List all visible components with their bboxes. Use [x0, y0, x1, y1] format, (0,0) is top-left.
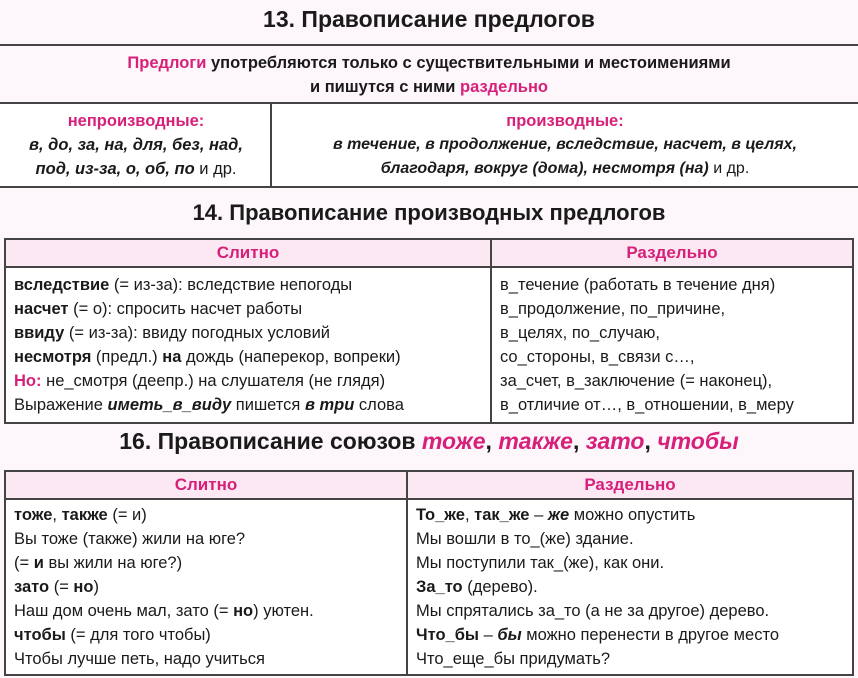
s16-title-text: 16. Правописание союзов: [119, 428, 422, 454]
non-derived-heading: непроизводные:: [67, 112, 205, 130]
s14-left-row-3: ввиду (= из-за): ввиду погодных условий: [14, 324, 331, 342]
s16-right-row-5: Мы спрятались за_то (а не за другое) дерево.: [416, 602, 770, 620]
s16-header-separate: Раздельно: [408, 472, 852, 500]
s16-left-row-6: чтобы (= для того чтобы): [14, 626, 211, 644]
derived-list: благодаря, вокруг (дома), несмотря (на): [380, 160, 709, 177]
non-derived-column: [0, 104, 272, 186]
intro-text: употребляются только с существительными и местоимениями: [206, 54, 731, 72]
s14-right-row-1: в_течение (работать в течение дня): [500, 276, 776, 294]
sep-1: ,: [485, 428, 499, 454]
intro-line-1: [0, 54, 858, 73]
derived-line-2: [272, 160, 858, 178]
s14-right-row-3: в_целях, по_случаю,: [500, 324, 660, 342]
s16-right-row-3: Мы поступили так_(же), как они.: [416, 554, 665, 572]
s16-left-row-4: зато (= но): [14, 578, 99, 596]
s14-right-row-6: в_отличие от…, в_отношении, в_меру: [500, 396, 794, 414]
derived-column: [272, 104, 858, 186]
s16-right-row-4: За_то (дерево).: [416, 578, 538, 596]
sep-3: ,: [644, 428, 658, 454]
s16-right-row-1: То_же, так_же – же можно опустить: [416, 506, 696, 524]
intro-term: Предлоги: [127, 54, 207, 72]
s14-right-row-4: со_стороны, в_связи с…,: [500, 348, 695, 366]
section-16-title: [0, 428, 858, 455]
s16-right-row-6: Что_бы – бы можно перенести в другое место: [416, 626, 779, 644]
s16-left-row-3: (= и вы жили на юге?): [14, 554, 183, 572]
s14-right-column: [492, 240, 852, 422]
section-14-table: [4, 238, 854, 424]
s16-word-2: также: [498, 428, 573, 454]
non-derived-line-2: [0, 160, 272, 179]
non-derived-list: под, из-за, о, об, по: [35, 160, 195, 178]
s14-left-row-4: несмотря (предл.) на дождь (наперекор, вопреки): [14, 348, 401, 366]
etc-label-2: и др.: [708, 160, 750, 177]
derived-heading: производные:: [506, 112, 624, 130]
s14-left-column: [6, 240, 492, 422]
s16-word-3: зато: [585, 428, 645, 454]
s16-left-row-5: Наш дом очень мал, зато (= но) уютен.: [14, 602, 314, 620]
section-16-table: [4, 470, 854, 676]
intro-text-2: и пишутся с ними: [309, 78, 461, 96]
s14-right-row-5: за_счет, в_заключение (= наконец),: [500, 372, 773, 390]
s16-left-row-7: Чтобы лучше петь, надо учиться: [14, 650, 265, 668]
derived-line-1: в течение, в продолжение, вследствие, насчет, в целях,: [333, 136, 797, 153]
s14-header-separate: Раздельно: [492, 240, 852, 268]
s16-right-row-7: Что_еще_бы придумать?: [416, 650, 611, 668]
s14-left-row-1: вследствие (= из-за): вследствие непогоды: [14, 276, 353, 294]
s16-header-together: Слитно: [6, 472, 406, 500]
s14-right-row-2: в_продолжение, по_причине,: [500, 300, 726, 318]
s14-left-row-2: насчет (= о): спросить насчет работы: [14, 300, 303, 318]
intro-highlight: раздельно: [460, 78, 548, 96]
sep-2: ,: [572, 428, 586, 454]
s16-right-row-2: Мы вошли в то_(же) здание.: [416, 530, 634, 548]
s16-left-row-1: тоже, также (= и): [14, 506, 147, 524]
s16-right-column: [408, 472, 852, 674]
section-13-title: 13. Правописание предлогов: [263, 6, 595, 32]
section-13-types: [0, 102, 858, 188]
s14-left-row-6: Выражение иметь_в_виду пишется в три слова: [14, 396, 404, 414]
s16-left-row-2: Вы тоже (также) жили на юге?: [14, 530, 246, 548]
non-derived-line-1: в, до, за, на, для, без, над,: [29, 136, 243, 154]
s14-header-together: Слитно: [6, 240, 490, 268]
s16-word-1: тоже: [421, 428, 486, 454]
section-13-intro: [0, 44, 858, 102]
s14-left-row-5: Но: не_смотря (деепр.) на слушателя (не глядя): [14, 372, 386, 390]
etc-label: и др.: [194, 160, 237, 178]
s16-left-column: [6, 472, 408, 674]
intro-line-2: [0, 78, 858, 97]
section-14-title: 14. Правописание производных предлогов: [192, 200, 666, 225]
s16-word-4: чтобы: [657, 428, 739, 454]
